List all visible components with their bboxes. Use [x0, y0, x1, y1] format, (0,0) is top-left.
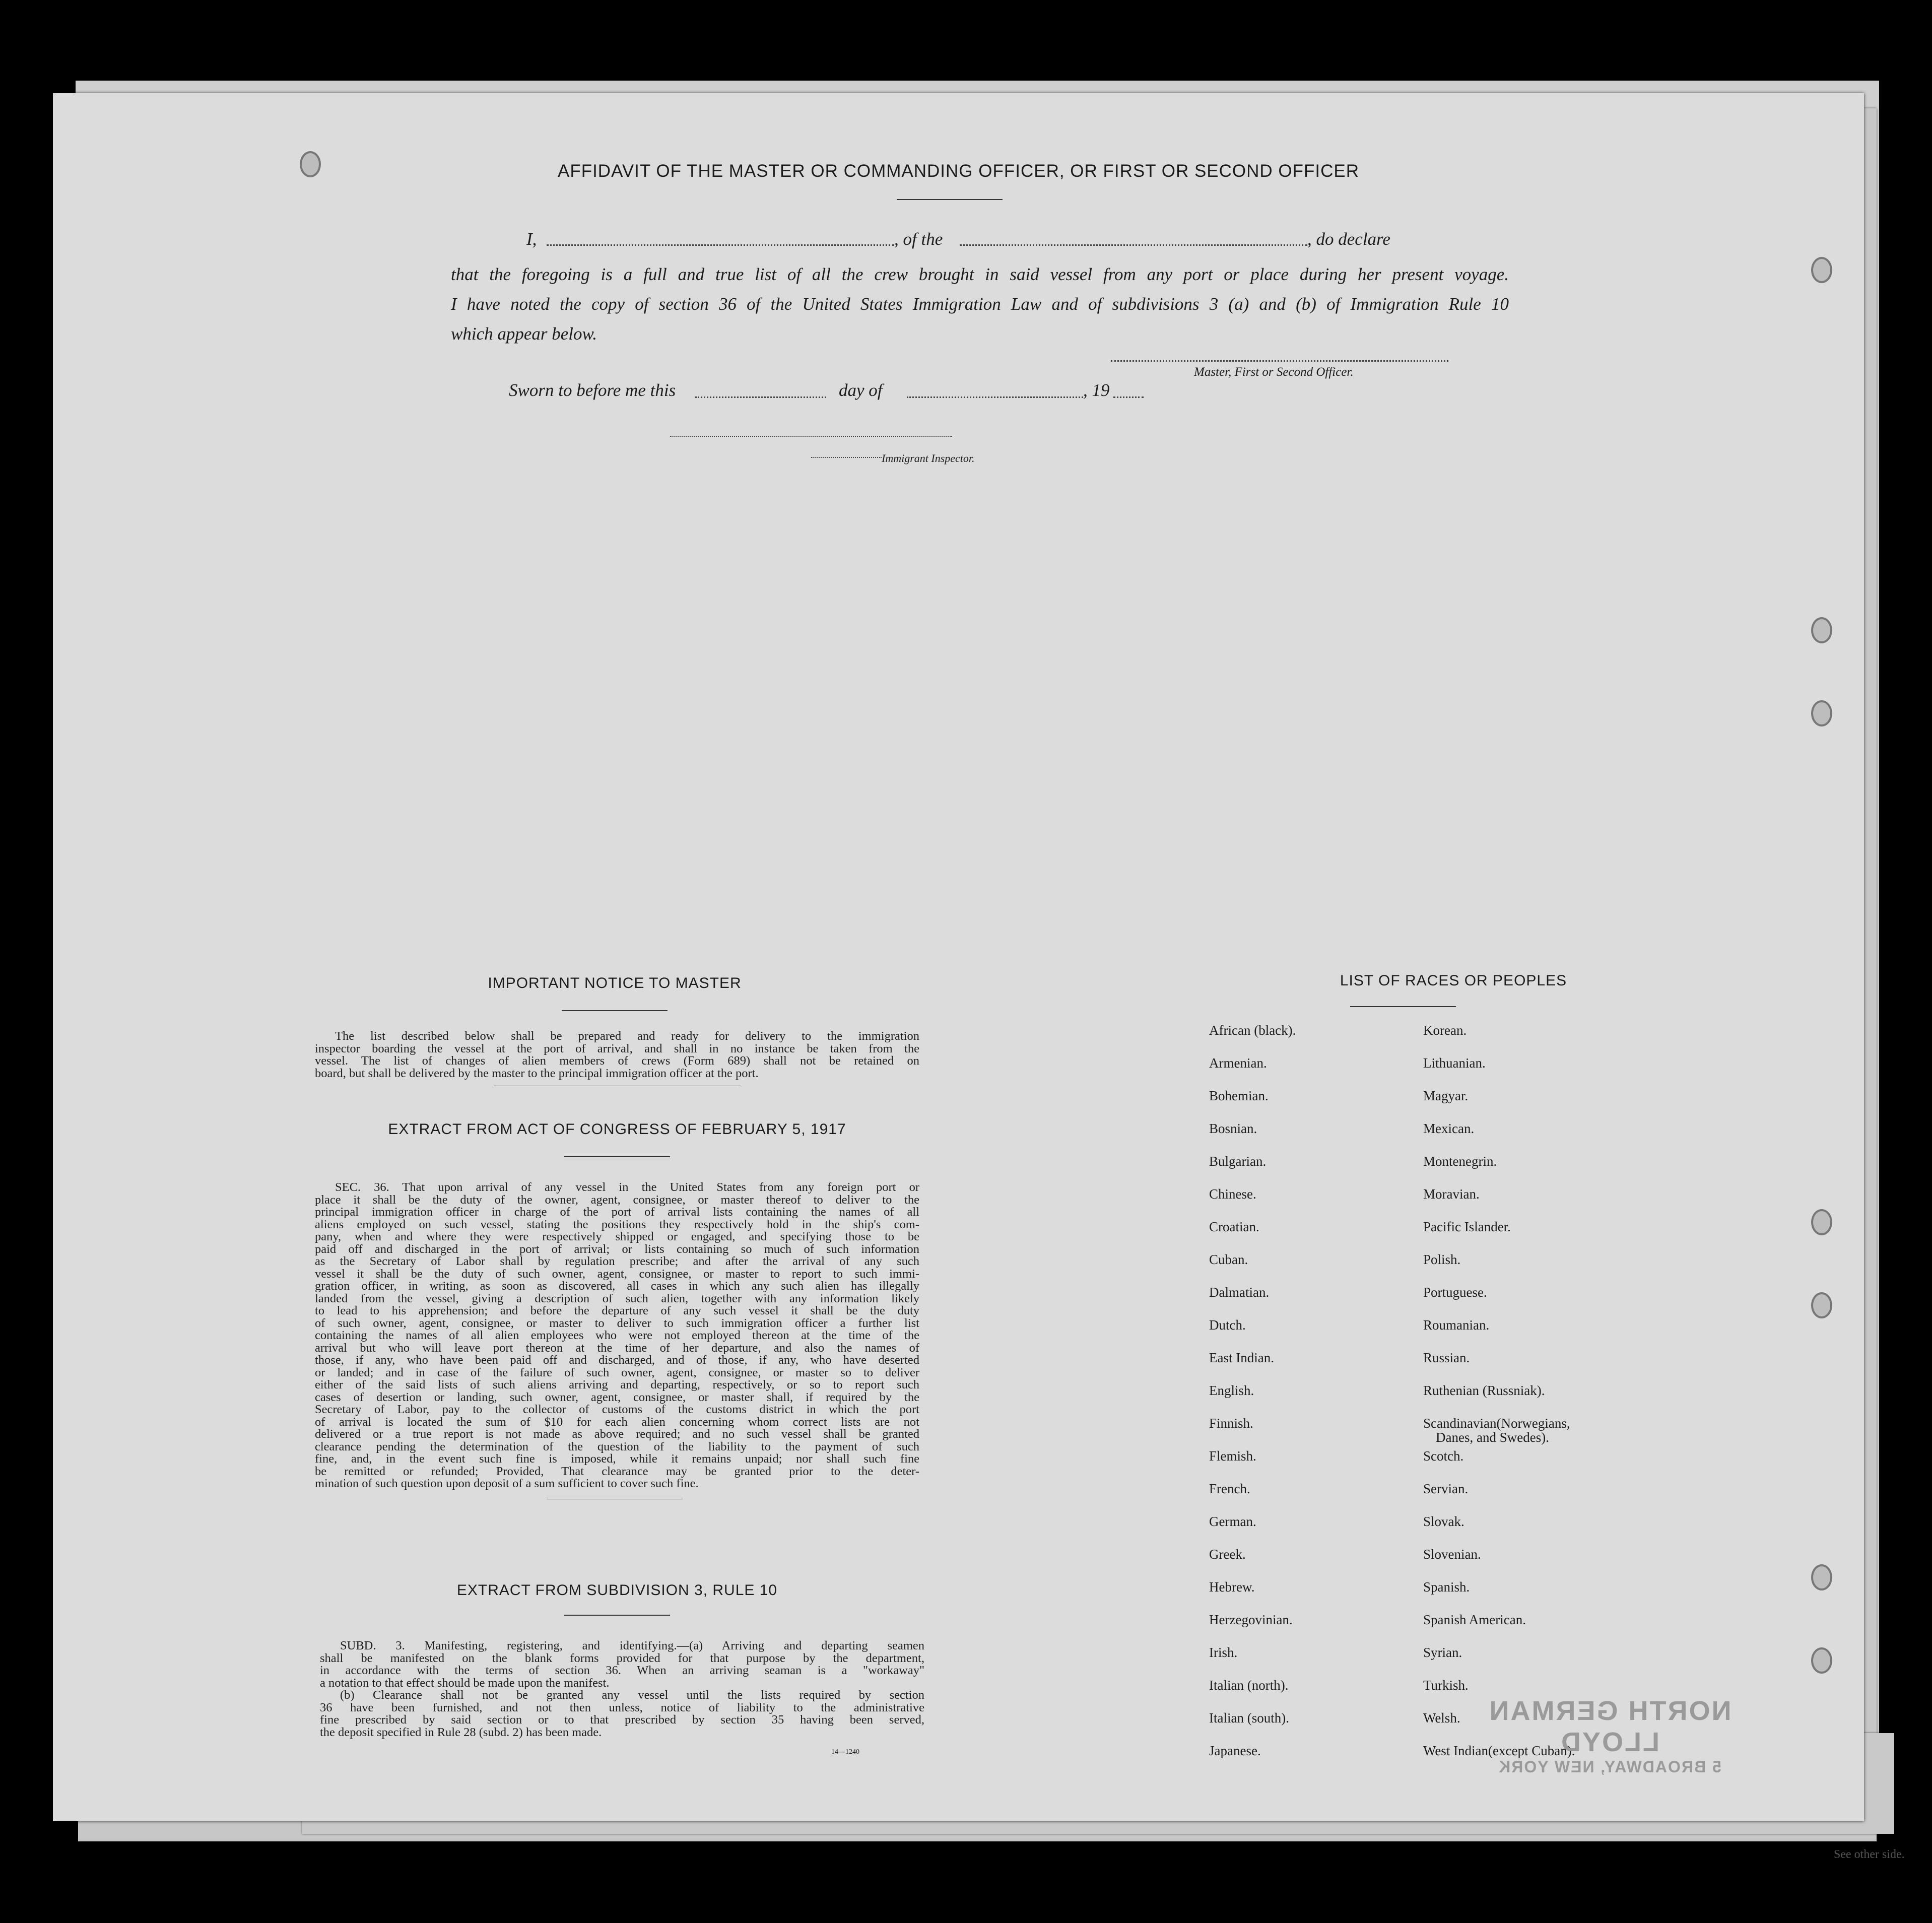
vessel-name-blank [960, 244, 1307, 246]
race-item-left: Croatian. [1209, 1219, 1259, 1234]
punch-hole [1811, 1647, 1832, 1674]
race-item-right: Pacific Islander. [1423, 1219, 1511, 1234]
race-item-right: Roumanian. [1423, 1317, 1490, 1333]
paragraph-line: those, if any, who have been paid off and discharged, and of those, if any, who have deserted [315, 1353, 919, 1367]
act-paragraph [315, 1181, 919, 1490]
of-the-text: , of the [894, 229, 943, 249]
act-underline [564, 1156, 670, 1157]
form-code: 14—1240 [831, 1748, 859, 1756]
punch-hole [1811, 617, 1832, 643]
title-underline [897, 199, 1003, 200]
notice-line: vessel. The list of changes of alien members of crews (Form 689) shall not be retained on [315, 1054, 919, 1068]
race-item-right: Lithuanian. [1423, 1055, 1486, 1071]
race-item-right: Servian. [1423, 1481, 1469, 1496]
race-item-right: Moravian. [1423, 1186, 1480, 1202]
declare-text: , do declare [1307, 229, 1390, 249]
race-item-left: Italian (south). [1209, 1710, 1289, 1726]
act-title: EXTRACT FROM ACT OF CONGRESS OF FEBRUARY 5, 1917 [388, 1121, 846, 1138]
rule-paragraph [320, 1640, 924, 1739]
paragraph-line: clearance pending the determination of the question of the liability to the payment of such [315, 1439, 919, 1453]
race-item-right: Polish. [1423, 1252, 1461, 1267]
notice-underline [562, 1010, 668, 1011]
affidavit-line1 [451, 229, 1509, 254]
day-of-text: day of [839, 380, 883, 400]
shipping-line-stamp [1479, 1695, 1741, 1776]
race-item-left: Dalmatian. [1209, 1285, 1270, 1300]
races-underline [1350, 1006, 1456, 1007]
race-item-left: Bulgarian. [1209, 1154, 1267, 1169]
manifest-page [53, 93, 1864, 1821]
affidavit-line3: I have noted the copy of section 36 of the United States Immigration Law and of subdivisions 3 (a) and (b) of Immigration Rule 10 [451, 294, 1509, 314]
race-item-right: Montenegrin. [1423, 1154, 1497, 1169]
notice-line: The list described below shall be prepared and ready for delivery to the immigration [335, 1029, 919, 1043]
sworn-day-blank [695, 396, 826, 398]
race-item-right: Slovenian. [1423, 1547, 1481, 1562]
signature-blank [1111, 360, 1448, 362]
race-item-left: Herzegovinian. [1209, 1612, 1293, 1627]
sworn-text: Sworn to before me this [509, 380, 676, 400]
race-item-right: Portuguese. [1423, 1285, 1487, 1300]
paragraph-line: mination of such question upon deposit of a sum sufficient to cover such fine. [315, 1477, 699, 1490]
paragraph-line: a notation to that effect should be made upon the manifest. [320, 1676, 610, 1690]
paragraph-line: place it shall be the duty of the owner, agent, consignee, or master thereof to deliver to the [315, 1192, 919, 1207]
race-item-left: Japanese. [1209, 1743, 1261, 1758]
race-item-left: German. [1209, 1514, 1256, 1529]
paragraph-line: 36 have been furnished, and not then unless, notice of liability to the administrative [320, 1700, 924, 1714]
race-item-left: French. [1209, 1481, 1250, 1496]
paragraph-line: SUBD. 3. Manifesting, registering, and identifying.—(a) Arriving and departing seamen [340, 1639, 924, 1652]
race-item-left: Armenian. [1209, 1055, 1267, 1071]
paragraph-line: of such owner, agent, consignee, or master to deliver to such immigration officer a further list [315, 1316, 919, 1330]
sworn-month-blank [907, 396, 1083, 398]
signature-label: Master, First or Second Officer. [1194, 365, 1354, 379]
paragraph-line: principal immigration officer in charge of the port of arrival lists containing the names of all [315, 1205, 919, 1219]
paragraph-line: containing the names of all alien employees who were not employed thereon at the time of the [315, 1329, 919, 1342]
paragraph-line: vessel it shall be the duty of such owner, agent, consignee, or master to report to such immi- [315, 1267, 919, 1281]
paragraph-line: to lead to his apprehension; and before the departure of any such vessel it shall be the duty [315, 1304, 919, 1317]
declarant-i: I, [526, 229, 537, 249]
race-item-left: Greek. [1209, 1547, 1246, 1562]
rule-title: EXTRACT FROM SUBDIVISION 3, RULE 10 [456, 1582, 778, 1599]
paragraph-line: as the Secretary of Labor shall by regulation prescribe; and after the arrival of any such [315, 1254, 919, 1268]
paragraph-line: Secretary of Labor, pay to the collector of customs of the customs district in which the port [315, 1403, 919, 1416]
race-item-right: West Indian(except Cuban). [1423, 1743, 1575, 1758]
stamp-line1: NORTH GERMAN LLOYD [1488, 1696, 1731, 1757]
race-item-right: Spanish. [1423, 1579, 1470, 1595]
race-item-right: Russian. [1423, 1350, 1470, 1365]
races-title: LIST OF RACES OR PEOPLES [1340, 972, 1567, 989]
paragraph-line: shall be manifested on the blank forms provided for that purpose by the department, [320, 1651, 924, 1665]
race-item-right: Slovak. [1423, 1514, 1464, 1529]
race-item-left: Italian (north). [1209, 1678, 1289, 1693]
paragraph-line: of arrival is located the sum of $10 for each alien concerning whom correct lists are not [315, 1415, 919, 1429]
paragraph-line: paid off and discharged in the port of arrival; or lists containing so much of such information [315, 1242, 919, 1256]
race-item-right: Syrian. [1423, 1645, 1462, 1660]
rule-underline [564, 1615, 670, 1616]
affidavit-line4: which appear below. [451, 324, 597, 344]
paragraph-line: delivered or a true report is not made as above required; and no such vessel shall be granted [315, 1427, 919, 1441]
race-item-left: Flemish. [1209, 1448, 1256, 1464]
paragraph-line: fine, and, in the event such fine is imposed, while it remains unpaid; nor shall such fine [315, 1452, 919, 1466]
race-item-right: Korean. [1423, 1023, 1467, 1038]
sworn-line [509, 380, 1264, 406]
inspector-dots [811, 457, 882, 458]
paragraph-line: in accordance with the terms of section 36. When an arriving seaman is a "workaway" [320, 1664, 924, 1677]
paragraph-line: aliens employed on such vessel, stating the positions they respectively hold in the ship's com- [315, 1217, 919, 1231]
race-item-left: Chinese. [1209, 1186, 1256, 1202]
paragraph-line: or landed; and in case of the failure of such owner, agent, consignee, or master so to deliver [315, 1365, 919, 1379]
paragraph-line: be remitted or refunded; Provided, That clearance may be granted prior to the deter- [315, 1464, 919, 1478]
race-item-right: Scandinavian(Norwegians, [1423, 1416, 1570, 1431]
inspector-signature-blank [670, 436, 952, 437]
affidavit-title: AFFIDAVIT OF THE MASTER OR COMMANDING OFFICER, OR FIRST OR SECOND OFFICER [557, 161, 1360, 181]
race-item-continuation: Danes, and Swedes). [1436, 1430, 1549, 1445]
year-prefix: , 19 [1083, 380, 1110, 400]
punch-hole [1811, 1564, 1832, 1590]
race-item-left: African (black). [1209, 1023, 1296, 1038]
notice-line: inspector boarding the vessel at the port of arrival, and shall in no instance be taken from the [315, 1041, 919, 1055]
paragraph-line: pany, when and where they were respectively shipped or engaged, and specifying those to be [315, 1230, 919, 1243]
inspector-label: Immigrant Inspector. [882, 452, 975, 465]
notice-title: IMPORTANT NOTICE TO MASTER [488, 975, 742, 991]
punch-hole [1811, 1292, 1832, 1318]
race-item-left: English. [1209, 1383, 1254, 1398]
notice-line: board, but shall be delivered by the master to the principal immigration officer at the port. [315, 1066, 759, 1080]
paragraph-line: landed from the vessel, giving a description of such alien, together with any information likely [315, 1291, 919, 1305]
paragraph-line: (b) Clearance shall not be granted any vessel until the lists required by section [340, 1688, 924, 1702]
paragraph-line: fine prescribed by said section or to that prescribed by section 35 having been served, [320, 1713, 924, 1727]
edge-note: See other side. [1834, 1848, 1905, 1861]
race-item-right: Scotch. [1423, 1448, 1464, 1464]
sworn-year-blank [1113, 396, 1144, 398]
race-item-right: Turkish. [1423, 1678, 1469, 1693]
declarant-name-blank [547, 244, 894, 246]
race-item-left: Irish. [1209, 1645, 1238, 1660]
race-item-left: East Indian. [1209, 1350, 1274, 1365]
punch-hole [1811, 257, 1832, 283]
race-item-left: Bosnian. [1209, 1121, 1257, 1136]
race-item-right: Ruthenian (Russniak). [1423, 1383, 1545, 1398]
punch-hole [1811, 700, 1832, 726]
race-item-right: Magyar. [1423, 1088, 1469, 1103]
race-item-right: Mexican. [1423, 1121, 1475, 1136]
race-item-right: Spanish American. [1423, 1612, 1526, 1627]
race-item-left: Bohemian. [1209, 1088, 1269, 1103]
affidavit-body [451, 259, 1509, 349]
race-item-left: Dutch. [1209, 1317, 1246, 1333]
paragraph-line: cases of desertion or landing, such owner, agent, consignee, or master shall, if required by the [315, 1390, 919, 1404]
paragraph-line: arrival but who will leave port thereon at the time of her departure, and also the names of [315, 1341, 919, 1355]
race-item-right: Welsh. [1423, 1710, 1460, 1726]
race-item-left: Cuban. [1209, 1252, 1248, 1267]
affidavit-line2: that the foregoing is a full and true list of all the crew brought in said vessel from any port or place during her present voyage. [451, 264, 1509, 284]
notice-paragraph [315, 1030, 919, 1080]
paragraph-line: either of the said lists of such aliens arriving and departing, respectively, or so to report such [315, 1378, 919, 1391]
stamp-line2: 5 BROADWAY, NEW YORK [1498, 1758, 1721, 1776]
punch-hole [1811, 1209, 1832, 1235]
paragraph-line: the deposit specified in Rule 28 (subd. 2) has been made. [320, 1725, 602, 1739]
paragraph-line: gration officer, in writing, as soon as discovered, all cases in which any such alien has illegally [315, 1279, 919, 1293]
paragraph-line: SEC. 36. That upon arrival of any vessel in the United States from any foreign port or [335, 1180, 919, 1194]
race-item-left: Finnish. [1209, 1416, 1253, 1431]
race-item-left: Hebrew. [1209, 1579, 1255, 1595]
